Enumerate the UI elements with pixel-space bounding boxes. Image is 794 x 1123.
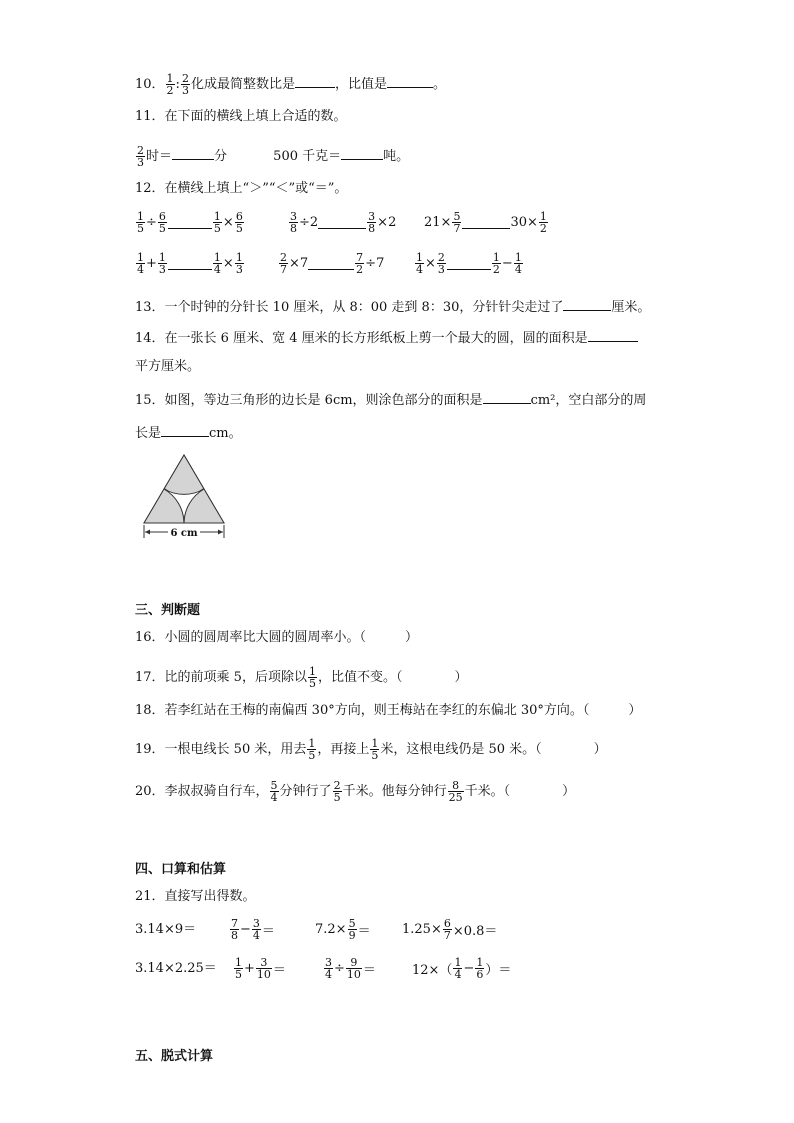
section-5-heading: 五、脱式计算	[135, 1049, 214, 1064]
question-10: 10． $\frac{1}{2}$ : $\frac{2}{3}$ 化成最简整数比是 ，比值是 。	[135, 72, 446, 97]
answer-blank[interactable]	[308, 257, 354, 270]
question-16: 16．小圆的圆周率比大圆的圆周率小。（ ）	[135, 630, 419, 645]
compare-expr-6: $\frac{1}{4}$ × $\frac{2}{3}$ $\frac{1}{2}$ − $\frac{1}{4}$	[416, 251, 522, 276]
answer-blank[interactable]	[161, 424, 209, 437]
answer-blank[interactable]	[318, 216, 366, 229]
answer-blank[interactable]	[588, 329, 638, 342]
question-19: 19．一根电线长 50 米，用去 $\frac{1}{5}$ ，再接上 $\frac{1}{5}$ 米，这根电线仍是 50 米。（ ）	[135, 737, 607, 762]
section-4-heading: 四、口算和估算	[135, 862, 227, 877]
answer-blank[interactable]	[387, 75, 433, 88]
answer-blank[interactable]	[168, 216, 212, 229]
answer-blank[interactable]	[295, 75, 335, 88]
question-13: 13．一个时钟的分针长 10 厘米，从 8：00 走到 8：30，分针针尖走过了 厘米。	[135, 300, 651, 315]
question-20: 20．李叔叔骑自行车， $\frac{5}{4}$ 分钟行了 $\frac{2}{5}$ 千米。他每分钟行 $\frac{8}{25}$ 千米。（ ）	[135, 779, 576, 804]
answer-blank[interactable]	[483, 391, 531, 404]
question-21-title: 21．直接写出得数。	[135, 889, 256, 904]
answer-blank[interactable]	[168, 257, 212, 270]
answer-blank[interactable]	[172, 147, 214, 160]
answer-blank[interactable]	[341, 147, 383, 160]
question-11-title: 11．在下面的横线上填上合适的数。	[135, 109, 347, 124]
answer-blank[interactable]	[563, 298, 611, 311]
question-15-line2: 长是 cm。	[135, 426, 242, 441]
question-12-title: 12．在横线上填上“＞”“＜”或“＝”。	[135, 181, 348, 196]
mental-calc-3: 7.2× $\frac{5}{9}$ ＝	[315, 917, 371, 942]
mental-calc-7: $\frac{3}{4}$ ÷ $\frac{9}{10}$ ＝	[325, 956, 376, 981]
compare-expr-4: $\frac{1}{4}$ + $\frac{1}{3}$ $\frac{1}{4}$ × $\frac{1}{3}$	[137, 251, 243, 276]
answer-blank[interactable]	[447, 257, 491, 270]
mental-calc-8: 12×（ $\frac{1}{4}$ − $\frac{1}{6}$ ）＝	[412, 956, 512, 981]
question-18: 18．若李红站在王梅的南偏西 30°方向，则王梅站在李红的东偏北 30°方向。（ ）	[135, 703, 642, 718]
question-15: 15．如图，等边三角形的边长是 6cm，则涂色部分的面积是 cm²，空白部分的周	[135, 393, 647, 408]
compare-expr-5: $\frac{2}{7}$ ×7 $\frac{7}{2}$ ÷7	[280, 251, 385, 276]
mental-calc-1: 3.14×9＝	[135, 922, 197, 937]
mental-calc-6: $\frac{1}{5}$ + $\frac{3}{10}$ ＝	[235, 956, 286, 981]
answer-blank[interactable]	[462, 216, 510, 229]
mental-calc-4: 1.25× $\frac{6}{7}$ ×0.8＝	[402, 917, 498, 942]
compare-expr-1: $\frac{1}{5}$ ÷ $\frac{6}{5}$ $\frac{1}{5}$ × $\frac{6}{5}$	[137, 210, 243, 235]
compare-expr-3: 21× $\frac{5}{7}$ 30× $\frac{1}{2}$	[424, 210, 547, 235]
question-14-line2: 平方厘米。	[135, 359, 201, 374]
question-11-items: $\frac{2}{3}$ 时＝ 分 500 千克＝ 吨。	[137, 144, 410, 169]
question-17: 17．比的前项乘 5，后项除以 $\frac{1}{5}$ ，比值不变。（ ）	[135, 665, 468, 690]
compare-expr-2: $\frac{3}{8}$ ÷2 $\frac{3}{8}$ ×2	[290, 210, 397, 235]
figure-side-label: 6 cm	[170, 528, 198, 539]
section-3-heading: 三、判断题	[135, 603, 201, 618]
mental-calc-2: $\frac{7}{8}$ − $\frac{3}{4}$ ＝	[231, 917, 275, 942]
question-14: 14．在一张长 6 厘米、宽 4 厘米的长方形纸板上剪一个最大的圆，圆的面积是	[135, 329, 638, 347]
mental-calc-5: 3.14×2.25＝	[135, 961, 217, 976]
triangle-figure	[142, 452, 226, 544]
